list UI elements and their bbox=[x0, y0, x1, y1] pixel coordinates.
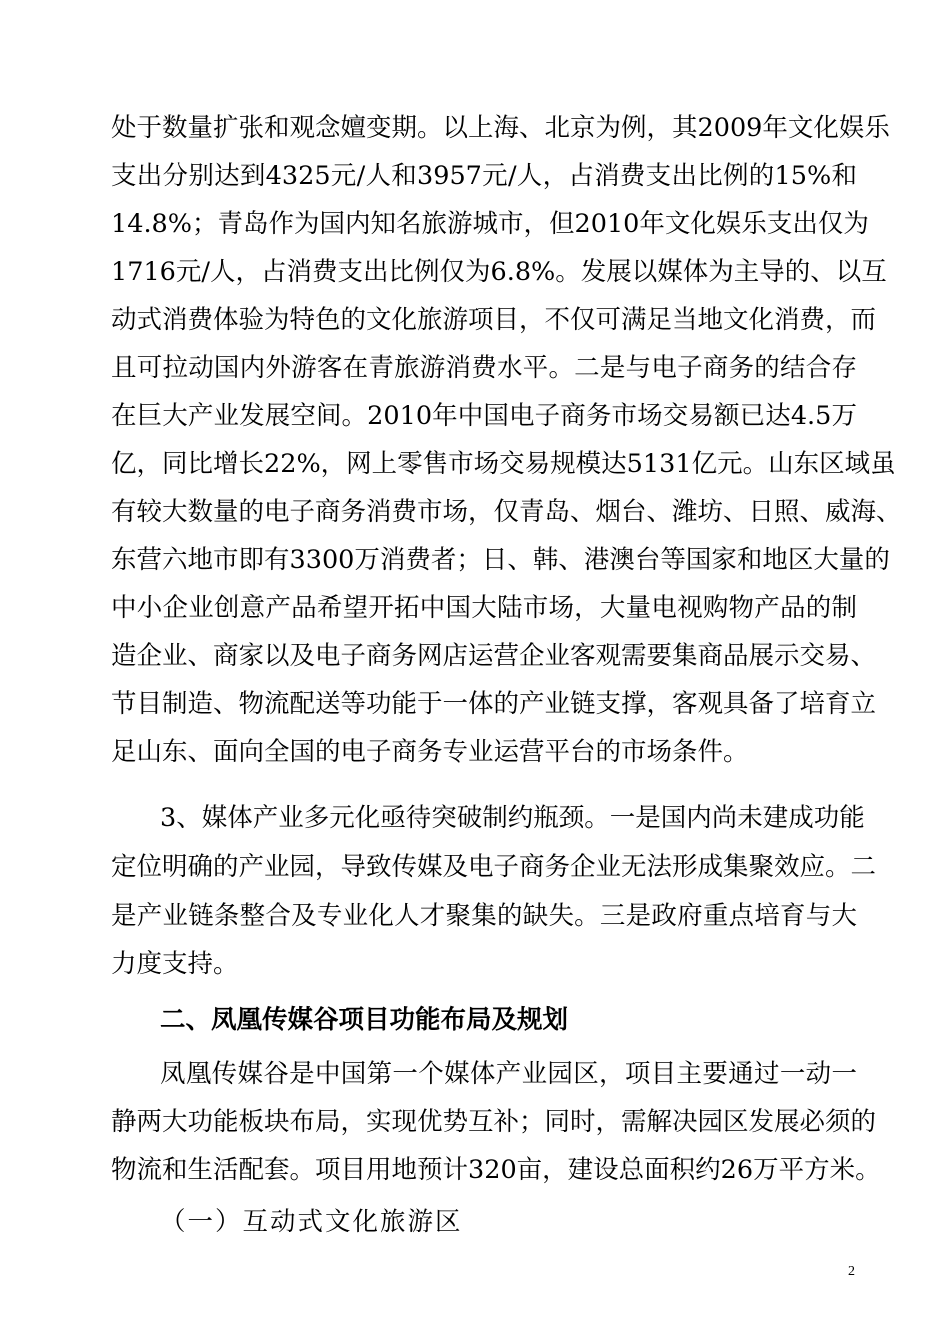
text-line: 力度支持。 bbox=[111, 949, 239, 979]
text-line: 静两大功能板块布局，实现优势互补；同时，需解决园区发展必须的 bbox=[111, 1107, 877, 1137]
text-line: 节目制造、物流配送等功能于一体的产业链支撑，客观具备了培育立 bbox=[111, 689, 877, 719]
text-line: 支出分别达到4325元/人和3957元/人，占消费支出比例的15%和 bbox=[111, 161, 857, 191]
subsection-heading: （一）互动式文化旅游区 bbox=[160, 1207, 463, 1237]
text-line: 中小企业创意产品希望开拓中国大陆市场，大量电视购物产品的制 bbox=[111, 593, 857, 623]
text-line: 东营六地市即有3300万消费者；日、韩、港澳台等国家和地区大量的 bbox=[111, 545, 890, 575]
text-line: 造企业、商家以及电子商务网店运营企业客观需要集商品展示交易、 bbox=[111, 641, 877, 671]
text-line: 1716元/人，占消费支出比例仅为6.8%。发展以媒体为主导的、以互 bbox=[111, 257, 887, 287]
text-line: 处于数量扩张和观念嬗变期。以上海、北京为例，其2009年文化娱乐 bbox=[111, 113, 890, 143]
text-line: 且可拉动国内外游客在青旅游消费水平。二是与电子商务的结合存 bbox=[111, 353, 857, 383]
text-line: 动式消费体验为特色的文化旅游项目，不仅可满足当地文化消费，而 bbox=[111, 305, 877, 335]
text-line: 14.8%；青岛作为国内知名旅游城市，但2010年文化娱乐支出仅为 bbox=[111, 209, 869, 239]
text-line: 物流和生活配套。项目用地预计320亩，建设总面积约26万平方米。 bbox=[111, 1155, 881, 1185]
text-line: 有较大数量的电子商务消费市场，仅青岛、烟台、潍坊、日照、威海、 bbox=[111, 497, 902, 527]
text-line: 在巨大产业发展空间。2010年中国电子商务市场交易额已达4.5万 bbox=[111, 401, 857, 431]
text-line: 是产业链条整合及专业化人才聚集的缺失。三是政府重点培育与大 bbox=[111, 901, 857, 931]
text-line: 亿，同比增长22%，网上零售市场交易规模达5131亿元。山东区域虽 bbox=[111, 449, 896, 479]
text-line: 凤凰传媒谷是中国第一个媒体产业园区，项目主要通过一动一 bbox=[160, 1059, 857, 1089]
page-number: 2 bbox=[848, 1264, 855, 1279]
text-line: 足山东、面向全国的电子商务专业运营平台的市场条件。 bbox=[111, 737, 749, 767]
text-line: 3、媒体产业多元化亟待突破制约瓶颈。一是国内尚未建成功能 bbox=[160, 803, 865, 833]
section-heading: 二、凤凰传媒谷项目功能布局及规划 bbox=[160, 1005, 569, 1035]
text-line: 定位明确的产业园，导致传媒及电子商务企业无法形成集聚效应。二 bbox=[111, 852, 877, 882]
